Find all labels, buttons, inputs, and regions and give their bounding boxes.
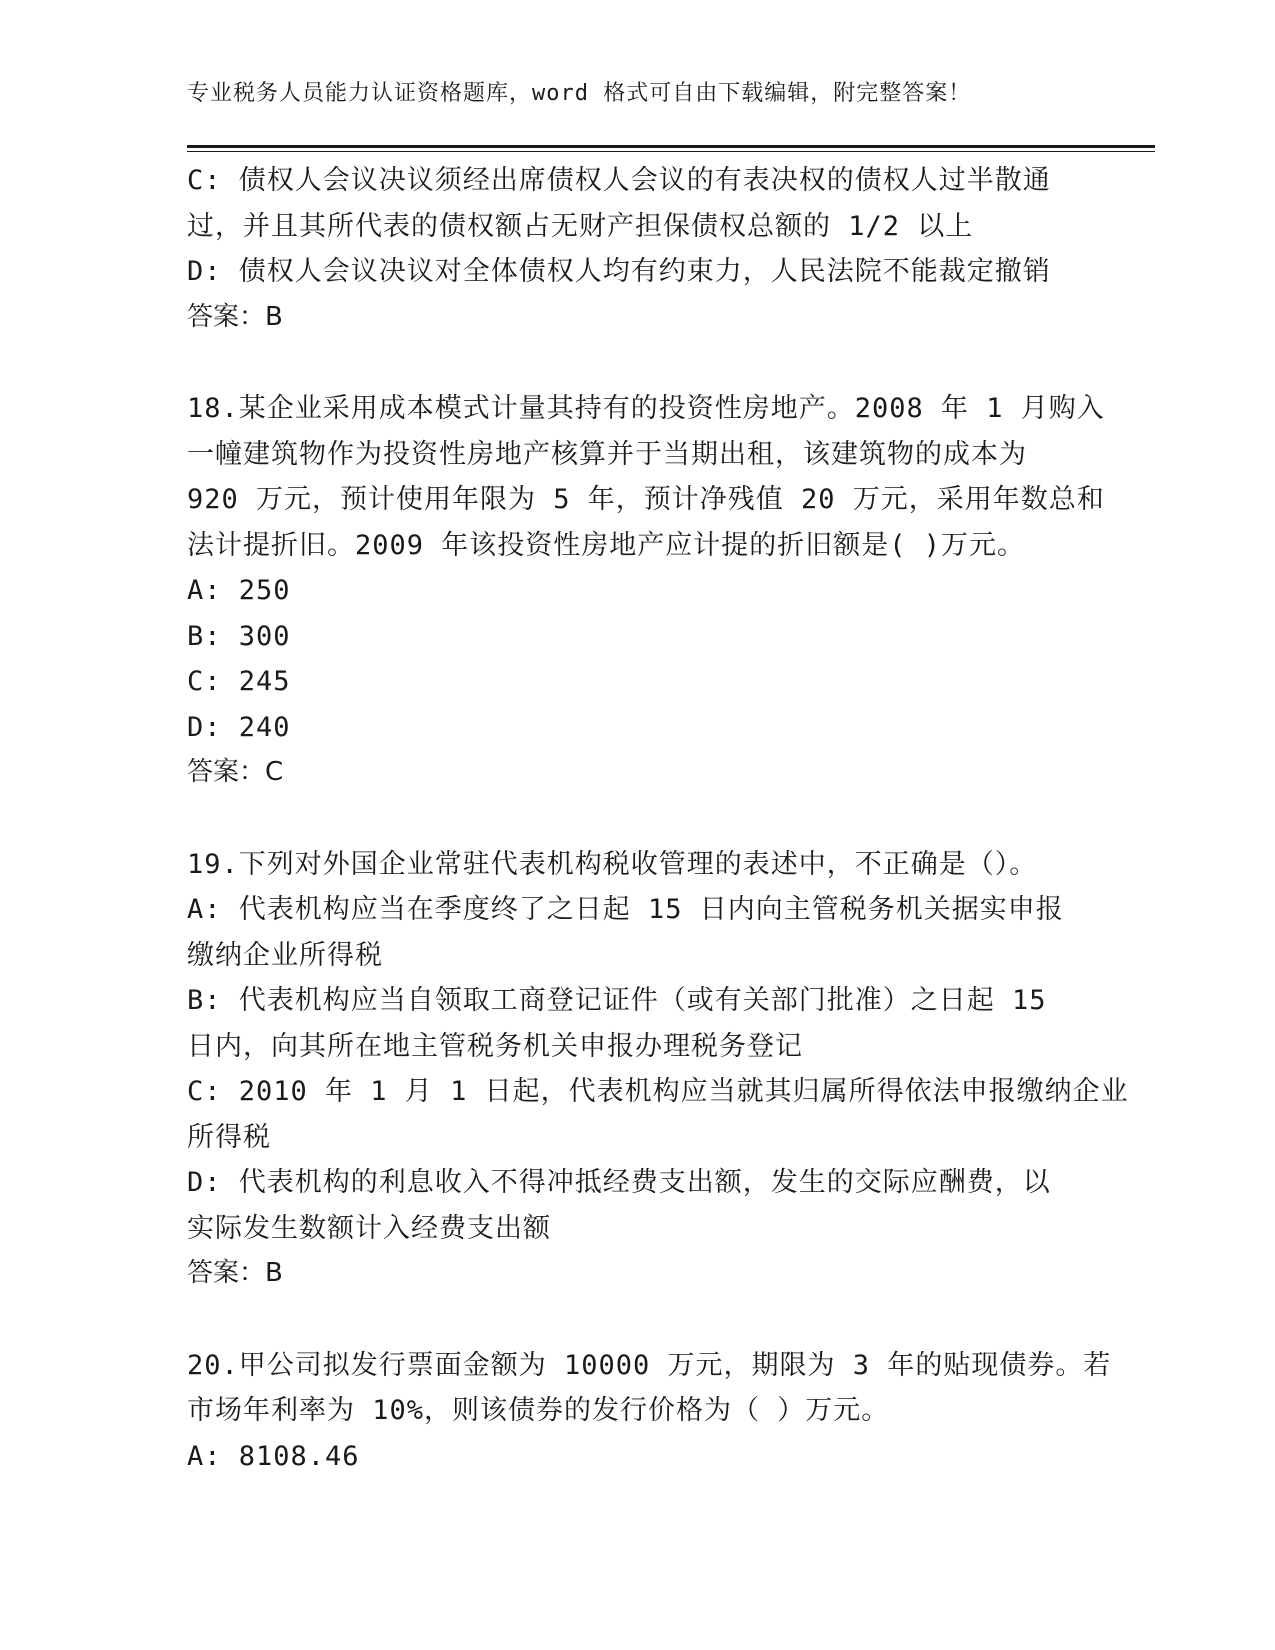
q18-stem-cont: 920 万元，预计使用年限为 5 年，预计净残值 20 万元，采用年数总和	[187, 484, 1105, 515]
q18-answer: 答案：C	[187, 757, 284, 787]
q20-option-a: A: 8108.46	[187, 1440, 360, 1472]
q19-option-b-cont: 日内，向其所在地主管税务机关申报办理税务登记	[187, 1030, 803, 1062]
q20-stem: 20.甲公司拟发行票面金额为 10000 万元，期限为 3 年的贴现债券。若	[187, 1349, 1112, 1381]
q18-option-c: C: 245	[187, 666, 291, 697]
spacer	[187, 796, 1087, 842]
q19-stem: 19.下列对外国企业常驻代表机构税收管理的表述中，不正确是（）。	[187, 848, 1038, 880]
question-18	[187, 386, 1105, 796]
q18-stem-cont: 法计提折旧。2009 年该投资性房地产应计提的折旧额是( )万元。	[187, 529, 1026, 561]
q18-stem-cont: 一幢建筑物作为投资性房地产核算并于当期出租，该建筑物的成本为	[187, 438, 1027, 470]
header-rule-thick	[187, 145, 1155, 148]
spacer	[187, 1297, 1087, 1343]
document-body	[187, 158, 1129, 1479]
spacer	[187, 340, 1087, 386]
q20-stem-cont: 市场年利率为 10%，则该债券的发行价格为（ ）万元。	[187, 1395, 890, 1426]
question-19	[187, 842, 1129, 1297]
q19-option-a-cont: 缴纳企业所得税	[187, 939, 383, 971]
question-17	[187, 158, 1087, 340]
page-header: 专业税务人员能力认证资格题库，word 格式可自由下载编辑，附完整答案！	[187, 81, 972, 106]
q19-option-d: D: 代表机构的利息收入不得冲抵经费支出额，发生的交际应酬费，以	[187, 1167, 1051, 1198]
q18-option-a: A: 250	[187, 575, 291, 606]
q17-option-c: C: 债权人会议决议须经出席债权人会议的有表决权的债权人过半散通	[187, 165, 1051, 196]
q19-option-c-cont: 所得税	[187, 1121, 271, 1153]
q19-answer: 答案：B	[187, 1258, 283, 1288]
q19-option-a: A: 代表机构应当在季度终了之日起 15 日内向主管税务机关据实申报	[187, 894, 1064, 925]
question-20	[187, 1343, 1112, 1480]
q17-option-d: D: 债权人会议决议对全体债权人均有约束力，人民法院不能裁定撤销	[187, 256, 1051, 287]
q19-option-c: C: 2010 年 1 月 1 日起，代表机构应当就其归属所得依法申报缴纳企业	[187, 1076, 1129, 1107]
q18-stem: 18.某企业采用成本模式计量其持有的投资性房地产。2008 年 1 月购入	[187, 393, 1105, 424]
q18-option-b: B: 300	[187, 620, 291, 652]
q17-answer: 答案：B	[187, 301, 283, 332]
q18-option-d: D: 240	[187, 711, 291, 743]
q19-option-d-cont: 实际发生数额计入经费支出额	[187, 1212, 551, 1244]
q19-option-b: B: 代表机构应当自领取工商登记证件（或有关部门批准）之日起 15	[187, 985, 1047, 1016]
q17-option-c-cont: 过，并且其所代表的债权额占无财产担保债权总额的 1/2 以上	[187, 210, 974, 242]
header-rule-thin	[187, 151, 1155, 152]
